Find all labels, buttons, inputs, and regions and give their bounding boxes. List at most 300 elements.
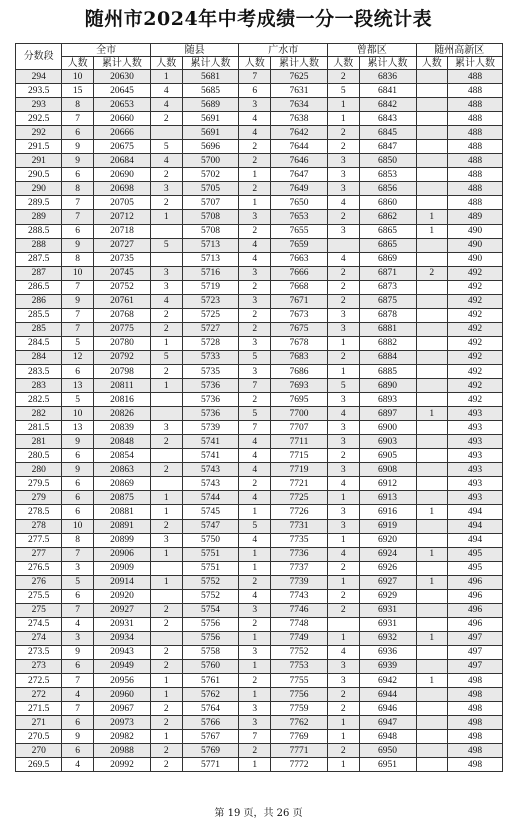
table-row: [16, 463, 503, 477]
zengdu-count-cell: 2: [327, 603, 359, 617]
hightech-count-cell: [416, 645, 448, 659]
city-count-cell: 3: [62, 561, 94, 575]
zengdu-cumulative-cell: 6897: [359, 407, 416, 421]
guangshui-cumulative-cell: 7646: [271, 154, 328, 168]
city-cumulative-cell: 20927: [93, 603, 150, 617]
guangshui-count-cell: 7: [239, 379, 271, 393]
suixian-count-cell: 2: [150, 659, 182, 673]
hightech-cumulative-cell: 492: [448, 379, 503, 393]
score-cell: 283.5: [16, 364, 62, 378]
table-row: [16, 140, 503, 154]
city-count-cell: 6: [62, 744, 94, 758]
city-count-cell: 12: [62, 350, 94, 364]
city-cumulative-cell: 20881: [93, 505, 150, 519]
table-row: [16, 70, 503, 84]
city-cumulative-cell: 20920: [93, 589, 150, 603]
city-cumulative-cell: 20675: [93, 140, 150, 154]
city-cumulative-cell: 20727: [93, 238, 150, 252]
table-row: [16, 702, 503, 716]
city-cumulative-cell: 20949: [93, 659, 150, 673]
header-row-regions: [16, 44, 503, 57]
zengdu-count-cell: 4: [327, 477, 359, 491]
zengdu-count-cell: 2: [327, 744, 359, 758]
city-count-cell: 10: [62, 266, 94, 280]
guangshui-count-cell: 3: [239, 266, 271, 280]
hightech-count-cell: [416, 84, 448, 98]
hightech-count-cell: [416, 98, 448, 112]
hightech-cumulative-cell: 496: [448, 575, 503, 589]
suixian-count-cell: [150, 477, 182, 491]
suixian-count-cell: 2: [150, 603, 182, 617]
hightech-count-cell: [416, 730, 448, 744]
hightech-count-cell: [416, 744, 448, 758]
suixian-count-cell: 1: [150, 505, 182, 519]
city-count-cell: 13: [62, 421, 94, 435]
zengdu-cumulative-cell: 6900: [359, 421, 416, 435]
zengdu-cumulative-cell: 6871: [359, 266, 416, 280]
zengdu-count-cell: 1: [327, 575, 359, 589]
suixian-cumulative-cell: 5743: [182, 477, 239, 491]
table-row: [16, 266, 503, 280]
zengdu-cumulative-cell: 6912: [359, 477, 416, 491]
city-cumulative-cell: 20630: [93, 70, 150, 84]
guangshui-cumulative-cell: 7707: [271, 421, 328, 435]
suixian-count-cell: 3: [150, 182, 182, 196]
score-cell: 270.5: [16, 730, 62, 744]
guangshui-cumulative-cell: 7647: [271, 168, 328, 182]
guangshui-cumulative-cell: 7737: [271, 561, 328, 575]
table-row: [16, 364, 503, 378]
suixian-count-cell: 3: [150, 533, 182, 547]
city-cumulative-cell: 20798: [93, 364, 150, 378]
suixian-count-cell: [150, 252, 182, 266]
zengdu-count-cell: 3: [327, 224, 359, 238]
score-cell: 287.5: [16, 252, 62, 266]
zengdu-cumulative-cell: 6893: [359, 393, 416, 407]
hightech-cumulative-cell: 492: [448, 308, 503, 322]
suixian-count-cell: 2: [150, 364, 182, 378]
hightech-count-cell: 1: [416, 575, 448, 589]
city-count-cell: 7: [62, 322, 94, 336]
hightech-cumulative-cell: 497: [448, 659, 503, 673]
city-cumulative-cell: 20735: [93, 252, 150, 266]
zengdu-count-cell: 3: [327, 168, 359, 182]
city-cumulative-cell: 20982: [93, 730, 150, 744]
city-count-cell: 8: [62, 98, 94, 112]
zengdu-count-cell: 5: [327, 84, 359, 98]
hightech-count-cell: [416, 154, 448, 168]
guangshui-count-cell: 4: [239, 238, 271, 252]
guangshui-count-cell: 1: [239, 631, 271, 645]
suixian-cumulative-cell: 5739: [182, 421, 239, 435]
suixian-cumulative-cell: 5741: [182, 449, 239, 463]
guangshui-cumulative-cell: 7752: [271, 645, 328, 659]
suixian-count-cell: 1: [150, 210, 182, 224]
zengdu-count-cell: 1: [327, 730, 359, 744]
suixian-cumulative-cell: 5700: [182, 154, 239, 168]
score-cell: 282.5: [16, 393, 62, 407]
guangshui-count-cell: 2: [239, 154, 271, 168]
guangshui-cumulative-cell: 7663: [271, 252, 328, 266]
guangshui-count-cell: 4: [239, 435, 271, 449]
score-cell: 276.5: [16, 561, 62, 575]
score-cell: 286.5: [16, 280, 62, 294]
zengdu-cumulative-cell: 6873: [359, 280, 416, 294]
suixian-cumulative-cell: 5713: [182, 238, 239, 252]
city-cumulative-cell: 20854: [93, 449, 150, 463]
score-cell: 277.5: [16, 533, 62, 547]
city-cumulative-cell: 20780: [93, 336, 150, 350]
score-cell: 284: [16, 350, 62, 364]
city-cumulative-cell: 20899: [93, 533, 150, 547]
city-count-cell: 6: [62, 589, 94, 603]
guangshui-count-cell: 4: [239, 589, 271, 603]
zengdu-count-cell: 1: [327, 112, 359, 126]
table-row: [16, 421, 503, 435]
suixian-cumulative-cell: 5756: [182, 617, 239, 631]
zengdu-count-cell: 2: [327, 140, 359, 154]
zengdu-cumulative-cell: 6951: [359, 758, 416, 772]
score-cell: 289.5: [16, 196, 62, 210]
zengdu-cumulative-cell: 6913: [359, 491, 416, 505]
suixian-count-cell: [150, 393, 182, 407]
hightech-count-cell: [416, 659, 448, 673]
city-count-cell: 9: [62, 463, 94, 477]
guangshui-cumulative-cell: 7771: [271, 744, 328, 758]
score-cell: 287: [16, 266, 62, 280]
suixian-cumulative-cell: 5691: [182, 112, 239, 126]
guangshui-cumulative-cell: 7634: [271, 98, 328, 112]
city-count-cell: 4: [62, 617, 94, 631]
table-row: [16, 84, 503, 98]
header-row-subcolumns: [16, 57, 503, 70]
guangshui-count-cell: 2: [239, 744, 271, 758]
zengdu-cumulative-cell: 6944: [359, 688, 416, 702]
table-row: [16, 182, 503, 196]
guangshui-count-cell: 2: [239, 224, 271, 238]
suixian-count-cell: 1: [150, 674, 182, 688]
score-cell: 281.5: [16, 421, 62, 435]
zengdu-cumulative-cell: 6850: [359, 154, 416, 168]
guangshui-cumulative-cell: 7739: [271, 575, 328, 589]
suixian-count-cell: 2: [150, 435, 182, 449]
guangshui-cumulative-cell: 7762: [271, 716, 328, 730]
zengdu-count-cell: 2: [327, 70, 359, 84]
suixian-count-cell: 2: [150, 168, 182, 182]
city-cumulative-cell: 20690: [93, 168, 150, 182]
hightech-cumulative-cell: 498: [448, 716, 503, 730]
guangshui-count-cell: 7: [239, 421, 271, 435]
zengdu-count-cell: 2: [327, 294, 359, 308]
zengdu-cumulative-cell: 6881: [359, 322, 416, 336]
suixian-cumulative-cell: 5702: [182, 168, 239, 182]
city-count-cell: 10: [62, 519, 94, 533]
zengdu-cumulative-cell: 6908: [359, 463, 416, 477]
city-cumulative-cell: 20956: [93, 674, 150, 688]
city-cumulative-cell: 20653: [93, 98, 150, 112]
zengdu-count-cell: 2: [327, 589, 359, 603]
hightech-count-cell: [416, 603, 448, 617]
suixian-count-cell: [150, 449, 182, 463]
table-row: [16, 98, 503, 112]
hightech-count-cell: [416, 716, 448, 730]
city-count-cell: 10: [62, 407, 94, 421]
suixian-count-cell: 3: [150, 280, 182, 294]
table-row: [16, 238, 503, 252]
table-row: [16, 280, 503, 294]
hightech-cumulative-cell: 489: [448, 210, 503, 224]
subheader-cumulative: 累计人数: [448, 57, 503, 70]
score-cell: 276: [16, 575, 62, 589]
score-cell: 277: [16, 547, 62, 561]
guangshui-cumulative-cell: 7693: [271, 379, 328, 393]
suixian-count-cell: 5: [150, 140, 182, 154]
suixian-cumulative-cell: 5747: [182, 519, 239, 533]
hightech-count-cell: [416, 702, 448, 716]
city-count-cell: 5: [62, 393, 94, 407]
city-cumulative-cell: 20811: [93, 379, 150, 393]
score-column-header: 分数段: [16, 44, 62, 70]
guangshui-cumulative-cell: 7756: [271, 688, 328, 702]
region-header-hightech: 随州高新区: [416, 44, 503, 57]
hightech-cumulative-cell: 498: [448, 688, 503, 702]
table-row: [16, 561, 503, 575]
guangshui-count-cell: 1: [239, 561, 271, 575]
hightech-count-cell: [416, 126, 448, 140]
zengdu-cumulative-cell: 6856: [359, 182, 416, 196]
hightech-count-cell: [416, 477, 448, 491]
zengdu-count-cell: 1: [327, 364, 359, 378]
guangshui-cumulative-cell: 7749: [271, 631, 328, 645]
zengdu-count-cell: 4: [327, 547, 359, 561]
suixian-cumulative-cell: 5756: [182, 631, 239, 645]
guangshui-cumulative-cell: 7700: [271, 407, 328, 421]
city-count-cell: 9: [62, 730, 94, 744]
zengdu-count-cell: 3: [327, 505, 359, 519]
city-count-cell: 9: [62, 435, 94, 449]
score-cell: 280: [16, 463, 62, 477]
guangshui-count-cell: 5: [239, 407, 271, 421]
zengdu-cumulative-cell: 6942: [359, 674, 416, 688]
zengdu-count-cell: 3: [327, 322, 359, 336]
suixian-cumulative-cell: 5751: [182, 547, 239, 561]
zengdu-count-cell: 3: [327, 463, 359, 477]
table-row: [16, 393, 503, 407]
suixian-cumulative-cell: 5685: [182, 84, 239, 98]
suixian-count-cell: 3: [150, 266, 182, 280]
suixian-count-cell: [150, 631, 182, 645]
city-count-cell: 6: [62, 477, 94, 491]
table-row: [16, 716, 503, 730]
zengdu-cumulative-cell: 6865: [359, 224, 416, 238]
city-count-cell: 9: [62, 294, 94, 308]
city-count-cell: 6: [62, 449, 94, 463]
city-cumulative-cell: 20775: [93, 322, 150, 336]
guangshui-cumulative-cell: 7772: [271, 758, 328, 772]
city-count-cell: 9: [62, 238, 94, 252]
hightech-count-cell: [416, 322, 448, 336]
score-cell: 288: [16, 238, 62, 252]
suixian-count-cell: 1: [150, 688, 182, 702]
zengdu-count-cell: 1: [327, 716, 359, 730]
hightech-cumulative-cell: 490: [448, 224, 503, 238]
zengdu-count-cell: 1: [327, 336, 359, 350]
subheader-count: 人数: [327, 57, 359, 70]
zengdu-cumulative-cell: 6927: [359, 575, 416, 589]
table-row: [16, 435, 503, 449]
suixian-count-cell: 2: [150, 645, 182, 659]
city-cumulative-cell: 20988: [93, 744, 150, 758]
suixian-count-cell: 4: [150, 84, 182, 98]
city-count-cell: 8: [62, 533, 94, 547]
table-row: [16, 758, 503, 772]
zengdu-count-cell: 3: [327, 154, 359, 168]
hightech-count-cell: [416, 308, 448, 322]
hightech-count-cell: [416, 182, 448, 196]
zengdu-count-cell: 3: [327, 182, 359, 196]
city-count-cell: 10: [62, 70, 94, 84]
hightech-cumulative-cell: 493: [448, 449, 503, 463]
guangshui-cumulative-cell: 7755: [271, 674, 328, 688]
suixian-count-cell: 5: [150, 238, 182, 252]
zengdu-cumulative-cell: 6862: [359, 210, 416, 224]
city-cumulative-cell: 20712: [93, 210, 150, 224]
zengdu-cumulative-cell: 6847: [359, 140, 416, 154]
suixian-cumulative-cell: 5761: [182, 674, 239, 688]
hightech-cumulative-cell: 488: [448, 126, 503, 140]
zengdu-count-cell: 4: [327, 252, 359, 266]
guangshui-count-cell: 2: [239, 477, 271, 491]
city-cumulative-cell: 20891: [93, 519, 150, 533]
hightech-cumulative-cell: 494: [448, 533, 503, 547]
city-count-cell: 7: [62, 112, 94, 126]
suixian-cumulative-cell: 5754: [182, 603, 239, 617]
guangshui-cumulative-cell: 7735: [271, 533, 328, 547]
zengdu-cumulative-cell: 6865: [359, 238, 416, 252]
zengdu-cumulative-cell: 6853: [359, 168, 416, 182]
table-row: [16, 210, 503, 224]
suixian-cumulative-cell: 5728: [182, 336, 239, 350]
guangshui-cumulative-cell: 7759: [271, 702, 328, 716]
guangshui-cumulative-cell: 7673: [271, 308, 328, 322]
suixian-cumulative-cell: 5681: [182, 70, 239, 84]
guangshui-count-cell: 4: [239, 491, 271, 505]
guangshui-count-cell: 3: [239, 702, 271, 716]
guangshui-count-cell: 2: [239, 674, 271, 688]
zengdu-count-cell: 3: [327, 519, 359, 533]
guangshui-cumulative-cell: 7731: [271, 519, 328, 533]
hightech-count-cell: [416, 336, 448, 350]
guangshui-count-cell: 1: [239, 505, 271, 519]
table-row: [16, 659, 503, 673]
table-row: [16, 730, 503, 744]
suixian-count-cell: [150, 561, 182, 575]
suixian-count-cell: 2: [150, 617, 182, 631]
guangshui-count-cell: 7: [239, 70, 271, 84]
hightech-cumulative-cell: 496: [448, 603, 503, 617]
city-cumulative-cell: 20909: [93, 561, 150, 575]
table-row: [16, 308, 503, 322]
city-cumulative-cell: 20761: [93, 294, 150, 308]
hightech-cumulative-cell: 493: [448, 421, 503, 435]
zengdu-count-cell: 3: [327, 674, 359, 688]
score-cell: 282: [16, 407, 62, 421]
guangshui-count-cell: 3: [239, 336, 271, 350]
hightech-cumulative-cell: 488: [448, 140, 503, 154]
guangshui-cumulative-cell: 7678: [271, 336, 328, 350]
suixian-cumulative-cell: 5733: [182, 350, 239, 364]
city-cumulative-cell: 20752: [93, 280, 150, 294]
table-row: [16, 631, 503, 645]
table-row: [16, 744, 503, 758]
hightech-cumulative-cell: 492: [448, 393, 503, 407]
guangshui-cumulative-cell: 7725: [271, 491, 328, 505]
suixian-count-cell: 2: [150, 716, 182, 730]
hightech-cumulative-cell: 496: [448, 617, 503, 631]
hightech-count-cell: [416, 350, 448, 364]
hightech-count-cell: [416, 252, 448, 266]
table-row: [16, 154, 503, 168]
hightech-cumulative-cell: 493: [448, 477, 503, 491]
hightech-cumulative-cell: 490: [448, 238, 503, 252]
hightech-count-cell: [416, 435, 448, 449]
zengdu-cumulative-cell: 6939: [359, 659, 416, 673]
zengdu-cumulative-cell: 6916: [359, 505, 416, 519]
score-cell: 291: [16, 154, 62, 168]
suixian-count-cell: [150, 126, 182, 140]
score-cell: 278: [16, 519, 62, 533]
guangshui-cumulative-cell: 7638: [271, 112, 328, 126]
score-cell: 289: [16, 210, 62, 224]
city-count-cell: 6: [62, 168, 94, 182]
hightech-count-cell: 1: [416, 547, 448, 561]
guangshui-cumulative-cell: 7675: [271, 322, 328, 336]
region-header-city: 全市: [62, 44, 151, 57]
suixian-cumulative-cell: 5736: [182, 379, 239, 393]
hightech-count-cell: 1: [416, 631, 448, 645]
guangshui-count-cell: 5: [239, 519, 271, 533]
score-cell: 275: [16, 603, 62, 617]
city-count-cell: 6: [62, 126, 94, 140]
zengdu-cumulative-cell: 6885: [359, 364, 416, 378]
zengdu-count-cell: 2: [327, 266, 359, 280]
hightech-cumulative-cell: 498: [448, 730, 503, 744]
guangshui-count-cell: 1: [239, 168, 271, 182]
hightech-cumulative-cell: 488: [448, 168, 503, 182]
table-row: [16, 575, 503, 589]
hightech-count-cell: [416, 393, 448, 407]
hightech-count-cell: [416, 280, 448, 294]
zengdu-cumulative-cell: 6903: [359, 435, 416, 449]
hightech-cumulative-cell: 498: [448, 758, 503, 772]
hightech-cumulative-cell: 488: [448, 98, 503, 112]
city-count-cell: 4: [62, 758, 94, 772]
guangshui-count-cell: 4: [239, 126, 271, 140]
city-cumulative-cell: 20875: [93, 491, 150, 505]
score-cell: 271.5: [16, 702, 62, 716]
zengdu-count-cell: 2: [327, 702, 359, 716]
suixian-count-cell: 1: [150, 575, 182, 589]
score-cell: 270: [16, 744, 62, 758]
score-cell: 272.5: [16, 674, 62, 688]
city-count-cell: 7: [62, 308, 94, 322]
score-cell: 290.5: [16, 168, 62, 182]
city-count-cell: 3: [62, 631, 94, 645]
table-row: [16, 491, 503, 505]
suixian-cumulative-cell: 5760: [182, 659, 239, 673]
guangshui-cumulative-cell: 7650: [271, 196, 328, 210]
hightech-count-cell: [416, 758, 448, 772]
